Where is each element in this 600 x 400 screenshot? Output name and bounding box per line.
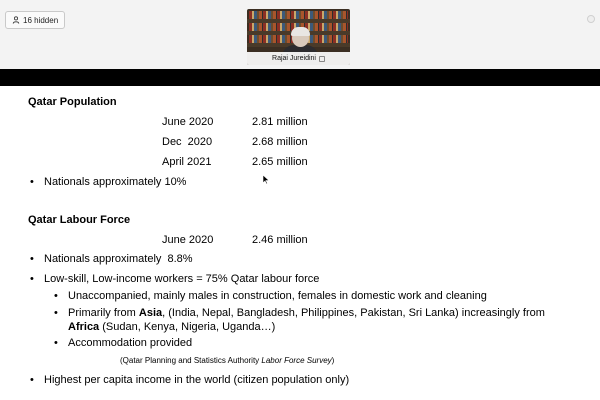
hidden-participants-button[interactable] — [5, 11, 65, 29]
section-heading-labour: Qatar Labour Force — [28, 214, 131, 226]
africa-label: Africa — [68, 321, 100, 333]
origin-sub-bullet: • Primarily from Asia, (India, Nepal, Bangladesh, Philippines, Pakistan, Sri Lanka) increasingly from — [68, 307, 545, 319]
labour-value: 2.46 million — [252, 234, 308, 246]
accommodation-sub-bullet: • Accommodation provided — [68, 337, 192, 349]
mouse-cursor-icon — [262, 174, 270, 185]
meeting-top-bar — [0, 0, 600, 69]
labour-date: June 2020 — [162, 234, 214, 246]
nationals-population-bullet: • Nationals approximately 10% — [44, 176, 186, 188]
section-heading-population: Qatar Population — [28, 96, 117, 108]
unaccompanied-sub-bullet: • Unaccompanied, mainly males in construction, females in domestic work and cleaning — [68, 290, 487, 302]
population-value-3: 2.65 million — [252, 156, 308, 168]
origin-sub-bullet-continued: Africa (Sudan, Kenya, Nigeria, Uganda…) — [68, 321, 276, 333]
population-value-1: 2.81 million — [252, 116, 308, 128]
population-date-2: Dec 2020 — [162, 136, 213, 148]
screen-share-banner — [0, 69, 600, 86]
shared-slide — [0, 86, 600, 400]
population-value-2: 2.68 million — [252, 136, 308, 148]
hidden-count-label: 16 hidden — [23, 15, 59, 25]
population-date-1: June 2020 — [162, 116, 214, 128]
per-capita-bullet: • Highest per capita income in the world (citizen population only) — [44, 374, 349, 386]
low-skill-bullet: • Low-skill, Low-income workers = 75% Qatar labour force — [44, 273, 319, 285]
source-citation: (Qatar Planning and Statistics Authority Labor Force Survey) — [120, 356, 335, 365]
window-control-icon[interactable] — [587, 15, 595, 23]
participant-name-tag — [247, 52, 350, 65]
population-date-3: April 2021 — [162, 156, 212, 168]
participant-name: Rajai Jureidini — [272, 55, 316, 62]
participant-video-tile[interactable] — [247, 9, 350, 65]
person-icon — [12, 16, 20, 24]
pin-icon — [319, 56, 325, 62]
asia-label: Asia — [138, 307, 163, 319]
nationals-labour-bullet: • Nationals approximately 8.8% — [44, 253, 193, 265]
